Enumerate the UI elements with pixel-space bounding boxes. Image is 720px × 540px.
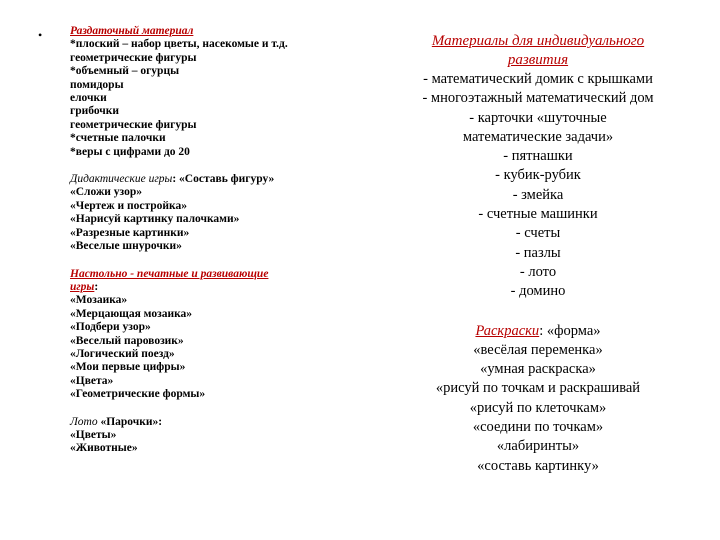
coloring-section [388, 322, 688, 476]
list-item: «Цветы» [70, 428, 117, 441]
individual-materials-title-line1: Материалы для индивидуального [431, 33, 645, 49]
didactic-section [70, 173, 370, 253]
handout-section [70, 25, 370, 159]
list-item: «Подбери узор» [70, 321, 151, 334]
list-item: - счеты [515, 225, 561, 242]
list-item: «соедини по точкам» [472, 419, 604, 436]
list-item: - математический домик с крышками [423, 71, 653, 87]
list-item: - лото [519, 263, 557, 280]
board-games-title-line2: игры [70, 280, 95, 293]
list-item: - многоэтажный математический дом [422, 90, 654, 107]
coloring-title: Раскраски [475, 322, 540, 339]
list-item: «лабиринты» [496, 438, 580, 455]
list-item: *плоский – набор цветы, насекомые и т.д. [70, 38, 288, 51]
list-item: «Веселый паровозик» [70, 334, 184, 347]
board-games-title-line1: Настольно - печатные и развивающие [70, 267, 269, 280]
didactic-first-item: : «Составь фигуру» [172, 173, 275, 186]
list-item: «составь картинку» [477, 457, 599, 474]
list-item: - змейка [512, 186, 564, 203]
lotto-title: Лото [70, 415, 98, 428]
list-item: - счетные машинки [478, 206, 598, 223]
list-item: «Мозаика» [70, 294, 128, 307]
board-games-colon: : [94, 280, 99, 293]
list-item: геометрические фигуры [70, 51, 197, 64]
coloring-first-item: «форма» [543, 322, 601, 339]
list-item: «Чертеж и постройка» [70, 199, 187, 212]
list-item: «Сложи узор» [70, 186, 143, 199]
list-item: «Цвета» [70, 374, 114, 387]
right-column [388, 32, 688, 476]
list-item: - карточки «шуточные [469, 109, 607, 126]
handout-title: Раздаточный материал [70, 25, 194, 37]
list-item: «Мерцающая мозаика» [70, 307, 193, 320]
list-item: - пятнашки [503, 148, 573, 165]
list-bullet: • [38, 28, 43, 42]
list-item: «весёлая переменка» [473, 341, 603, 358]
individual-materials-list [388, 70, 688, 302]
board-games-list [70, 294, 370, 401]
list-item: «рисуй по клеточкам» [469, 399, 607, 416]
board-games-section [70, 268, 370, 402]
list-item: «Разрезные картинки» [70, 226, 190, 239]
list-item: *веры с цифрами до 20 [70, 145, 190, 158]
list-item: грибочки [70, 105, 120, 118]
list-item: геометрические фигуры [70, 118, 197, 131]
list-item: «Животные» [70, 442, 138, 455]
list-item: «Геометрические формы» [70, 388, 206, 401]
list-item: «рисуй по точкам и раскрашивай [435, 380, 641, 397]
list-item: «Мои первые цифры» [70, 361, 186, 374]
list-item: математические задачи» [462, 128, 614, 145]
list-item: «Веселые шнурочки» [70, 240, 182, 253]
individual-materials-title-line2: развития [507, 52, 569, 68]
lotto-list [70, 429, 370, 456]
coloring-colon: : [539, 322, 544, 339]
list-item: помидоры [70, 78, 124, 91]
list-item: - кубик-рубик [495, 167, 581, 184]
lotto-first-item: «Парочки»: [97, 415, 163, 428]
handout-list [70, 38, 370, 159]
list-item: *счетные палочки [70, 132, 166, 145]
list-item: «умная раскраска» [480, 361, 596, 378]
didactic-title: Дидактические игры [70, 173, 173, 186]
list-item: - домино [510, 283, 566, 300]
list-item: - пазлы [515, 244, 561, 261]
left-column [70, 25, 370, 470]
list-item: елочки [70, 92, 107, 105]
list-item: «Нарисуй картинку палочками» [70, 213, 240, 226]
list-item: «Логический поезд» [70, 347, 175, 360]
list-item: *объемный – огурцы [70, 65, 180, 78]
lotto-section [70, 416, 370, 456]
didactic-list [70, 186, 370, 253]
coloring-list [388, 341, 688, 476]
